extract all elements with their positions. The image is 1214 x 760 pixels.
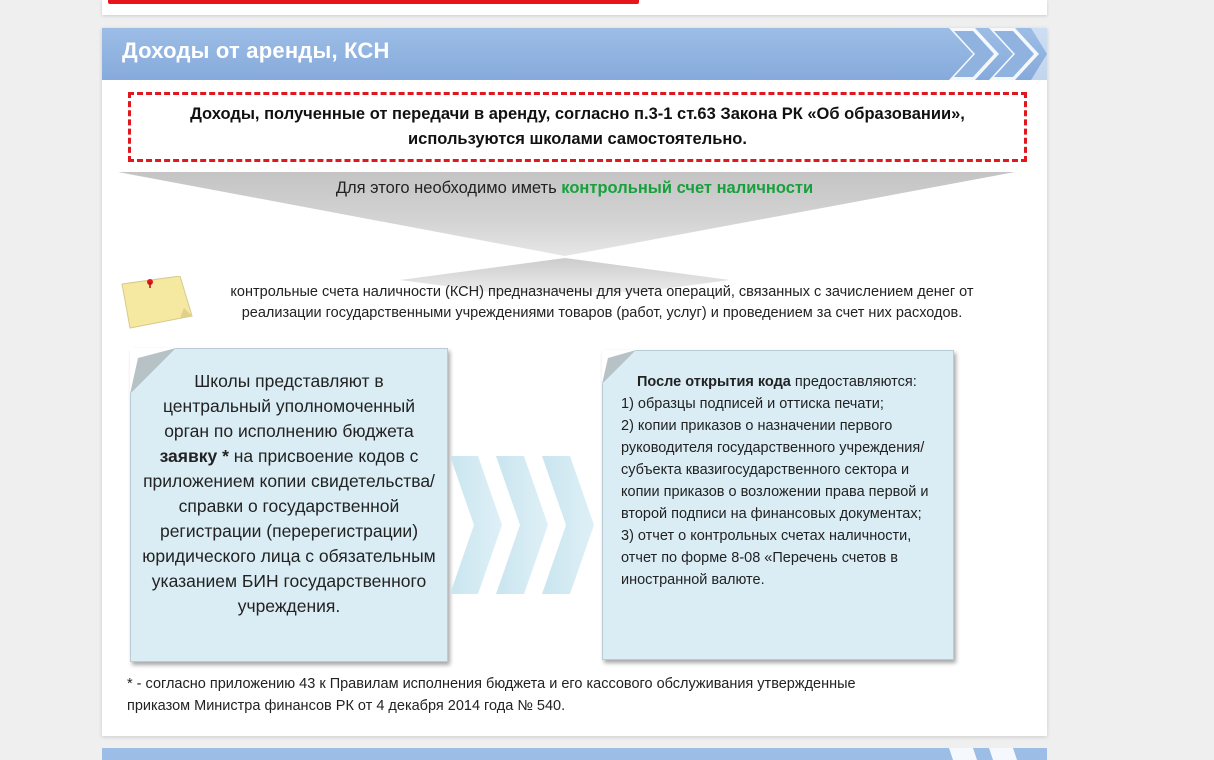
documents-item-2: 2) копии приказов о назначении первого руководителя государственного учреждения/субъекта квазигосударственного сектора и копии приказов о возложении права первой и второй подписи на финансовых документах; (621, 418, 929, 522)
footnote-line-1: * - согласно приложению 43 к Правилам исполнения бюджета и его кассового обслуживания утвержденные (127, 676, 856, 692)
section-header (102, 28, 1047, 80)
slide (102, 28, 1047, 736)
application-part-1: Школы представляют в центральный уполномоченный орган по исполнению бюджета (162, 371, 415, 441)
application-part-2: на присвоение кодов с приложением копии свидетельства/справки о государственной регистрации (перерегистрации) юридического лица с обязательным указанием БИН государственного учреждения. (142, 446, 436, 616)
previous-slide-red-bar (108, 0, 639, 4)
application-bold: заявку * (159, 446, 229, 466)
callout-line-1: Доходы, полученные от передачи в аренду, согласно п.3-1 ст.63 Закона РК «Об образовании», (190, 105, 965, 123)
chevron-arrows-icon (450, 456, 600, 594)
ksn-definition (202, 282, 1002, 324)
section-title: Доходы от аренды, КСН (122, 38, 390, 63)
application-card-text (139, 369, 439, 619)
documents-head-rest: предоставляются: (790, 374, 917, 390)
ksn-definition-line-1: контрольные счета наличности (КСН) предназначены для учета операций, связанных с зачислением денег от (230, 284, 974, 300)
documents-card (602, 350, 954, 660)
next-slide-header-edge (102, 748, 1047, 760)
funnel-caption (102, 179, 1047, 198)
callout-line-2: используются школами самостоятельно. (408, 130, 747, 148)
ksn-highlight: контрольный счет наличности (561, 179, 814, 197)
application-card (130, 348, 448, 662)
ksn-definition-line-2: реализации государственными учреждениями товаров (работ, услуг) и проведением за счет них расходов. (241, 305, 963, 321)
documents-card-text (621, 371, 943, 591)
previous-slide-edge (102, 0, 1047, 15)
documents-item-1: 1) образцы подписей и оттиска печати; (621, 396, 884, 412)
documents-head-bold: После открытия кода (637, 374, 791, 390)
chevron-right-icon (947, 748, 1047, 760)
documents-item-3: 3) отчет о контрольных счетах наличности, отчет по форме 8-08 «Перечень счетов в иностранной валюте. (621, 528, 912, 588)
sticky-note-icon (120, 276, 194, 330)
footnote-line-2: приказом Министра финансов РК от 4 декабря 2014 года № 540. (127, 698, 566, 714)
rental-income-callout (128, 92, 1027, 162)
footnote (127, 673, 1007, 717)
chevron-right-icon (947, 28, 1047, 80)
funnel-caption-prefix: Для этого необходимо иметь (335, 179, 562, 197)
